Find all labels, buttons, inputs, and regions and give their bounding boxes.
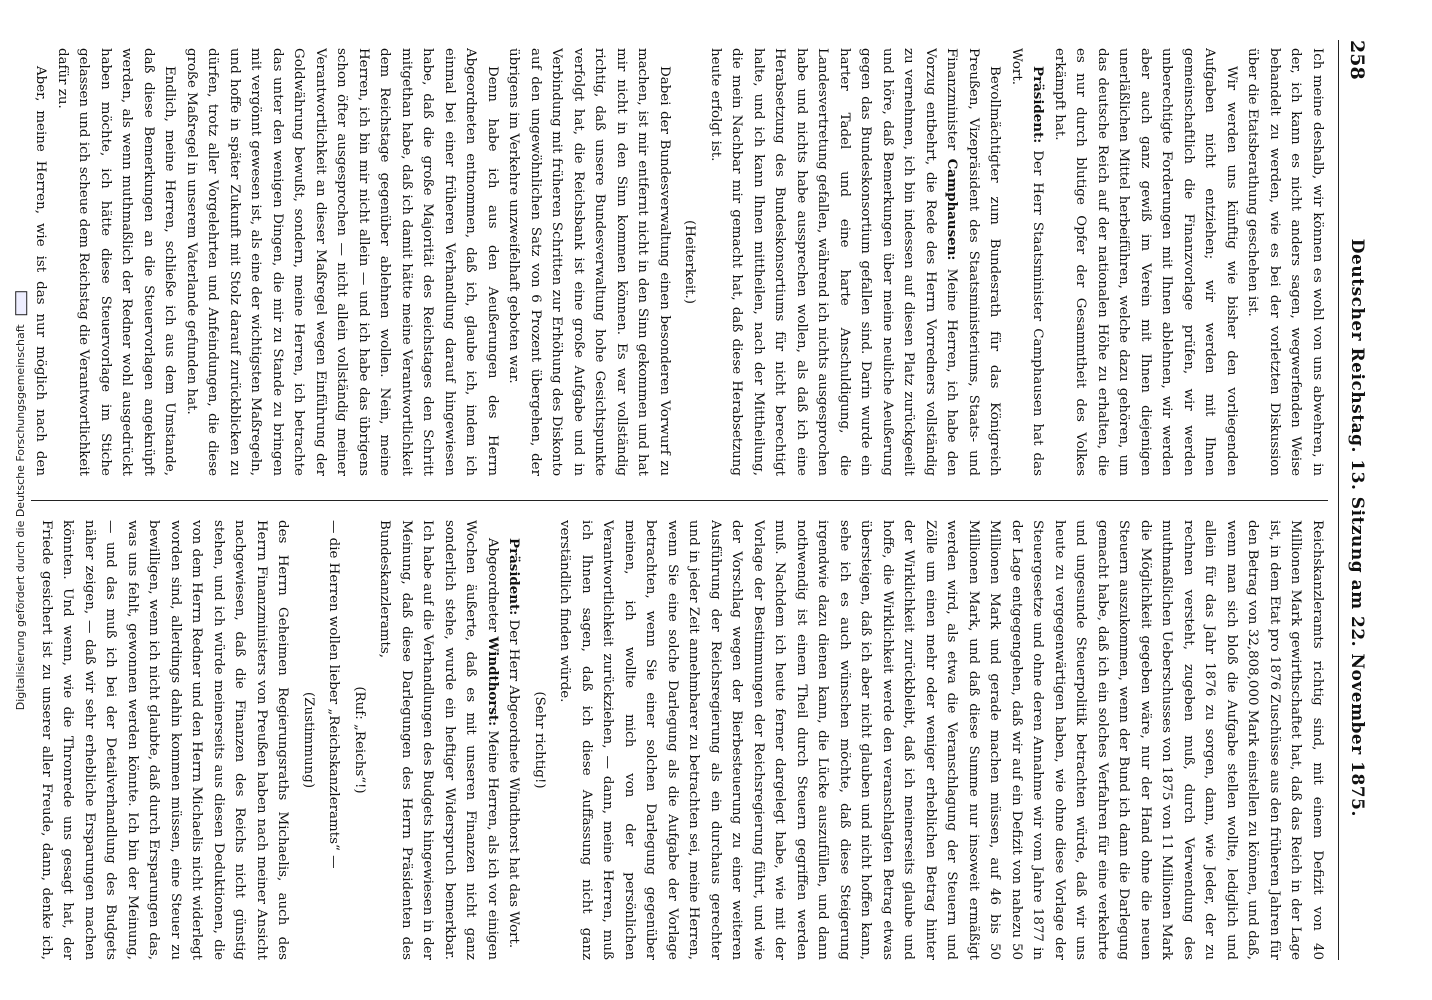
speaker-name: Camphausen:	[944, 158, 961, 261]
paragraph: Ich meine deshalb, wir können es wohl von uns abwehren, in der, ich kann es nicht anders sagen, wegwerfenden Weise behandelt zu werden, wie es bei der vorletzten Diskussion über die Etatsberathung geschehen ist.	[1245, 48, 1325, 476]
paragraph: Wir werden uns künftig wie bisher den vorliegenden Aufgaben nicht entziehen; wir werden mit Ihnen gemeinschaftlich die Finanzvorlage prüfen, wir werden unberechtigte Forderungen mit Ihnen ablehnen, wir werden aber auch ganz gewiß im Verein mit Ihnen diejenigen unerläßlichen Mittel herbeiführen, welche dazu gehören, um das deutsche Reich auf der nationalen Höhe zu erhalten, die es nur durch blutige Opfer der Gesammtheit des Volkes erkämpft hat.	[1052, 48, 1239, 476]
paragraph: Aber, meine Herren, wie ist das nur möglich nach den	[33, 66, 49, 476]
left-column	[31, 48, 1328, 476]
paragraph: des Herrn Geheimen Regierungsraths Michaelis, auch des Herrn Finanzministers von Preußen haben nach meiner Ansicht nachgewiesen, daß die Finanzen des Reichs nicht günstig stehen, und ich würde meinerseits aus diesen Deduktionen, die von dem Herrn Redner und den Herrn Michaelis nicht widerlegt worden sind, allerdings dahin kommen müssen, eine Steuer zu bewilligen, wenn ich nicht glaubte, daß durch Ersparungen das, was uns fehlt, gewonnen werden könnte. Ich bin der Meinung, — und das muß ich bei der Detailverhandlung des Budgets näher zeigen, — daß wir sehr erhebliche Ersparungen machen könnten. Und wenn, wie die Thronrede uns gesagt hat, der Friede gesichert ist zu unserer aller Freude, dann, denke ich,	[39, 520, 291, 960]
speech-text: Meine Herren, als ich vor einigen Wochen äußerte, daß es mit unseren Finanzen nicht ganz sonderlich stehe, wurde ein heftiger Widerspruch bemerkbar. Ich habe auf die Verhandlungen des Budgets hingewiesen in der Meinung, daß diese Darlegungen des Herrn Präsidenten des Bundeskanzleramts,	[377, 520, 500, 960]
speaker-intro: Abgeordneter	[485, 538, 500, 633]
speech-text: Meine Herren, ich habe den Vorzug entbehrt, die Rede des Herrn Vorredners vollständig zu vernehmen, ich bin indessen auf diesen Platz zurückgeeilt und höre, daß Bemerkungen über meine neuliche Aeußerung gegen das Bundeskonsortium gefallen sind. Darin wurde ein harter Tadel und eine harte Anschuldigung, die Landesvertretung gefallen, während ich nichts ausgesprochen habe und nichts habe aussprechen wollen, als daß ich eine Herabsetzung des Bundeskonsortiums für nicht berechtigt halte, und ich kann Ihnen mittheilen, nach der Mittheilung, die mein Nachbar mir gemacht hat, daß diese Herabsetzung heute erfolgt ist.	[708, 48, 960, 476]
page-number: 258	[1346, 40, 1368, 80]
scanned-page	[16, 10, 1416, 990]
paragraph	[374, 520, 503, 960]
interjection: (Heiterkeit.)	[682, 220, 698, 304]
header-rule	[1338, 40, 1339, 960]
interjection: (Ruf: „Reichs“!)	[352, 686, 367, 794]
paragraph	[1006, 48, 1049, 476]
paragraph: Endlich, meine Herren, schließe ich aus dem Umstande, daß diese Bemerkungen an die Steuervorlagen angeknüpft werden, als wenn muthmaßlich der Redner wohl ausgedrückt haben möchte, ich hätte diese Steuervorlage im Stiche gelassen und ich scheue dem Reichstag die Verantwortlichkeit dafür zu.	[55, 48, 178, 476]
paragraph: — die Herren wollen lieber „Reichskanzleramts“ —	[326, 520, 342, 869]
digitization-footer	[8, 0, 34, 1000]
speaker-label: Präsident:	[1030, 66, 1047, 144]
paragraph: Dabei der Bundesverwaltung einen besonderen Vorwurf zu machen, ist mir entfernt nicht in den Sinn gekommen und hat mir nicht in den Sinn kommen können. Es war vollständig richtig, daß unsere Bundesverwaltung hohe Gesichtspunkte verfolgt hat, die Reichsbank ist eine große Aufgabe und in Verbindung mit früheren Schritten zur Erhöhung des Diskonto auf den ungewöhnlichen Satz von 6 Prozent übergehen, der übrigens im Verkehre unzweifelhaft geboten war.	[506, 48, 672, 476]
footer-text: Digitalisierung gefördert durch die Deutsche Forschungsgemeinschaft	[14, 323, 28, 710]
paragraph: Denn habe ich aus den Aeußerungen des Herrn Abgeordneten entnommen, daß ich, glaube ich, indem ich einmal bei einer früheren Verhandlung darauf hingewiesen habe, daß die große Majorität des Reichstages den Schritt mitgethan habe, daß ich damit hätte meine Verantwortlichkeit dem Reichstage gegenüber ablehnen wollen. Nein, meine Herren, ich bin mir nicht allein — und ich habe das übrigens schon öfter ausgesprochen — nicht allein vollständig meiner Verantwortlichkeit an dieser Maßregel wegen Einführung der Goldwährung bewußt, sondern, meine Herren, ich betrachte das unter den wenigen Dingen, die mir zu Stande zu bringen mit vergönnt gewesen ist, als eine der wichtigsten Maßregeln, und hoffe in später Zukunft mit Stolz darauf zurückblicken zu dürfen, trotz aller Vorgelehrten und Anfeindungen, die diese große Maßregel in unserem Vaterlande gefunden hat.	[184, 48, 500, 476]
speaker-intro: Bevollmächtigter zum Bundesrath für das Königreich Preußen, Vizepräsident des Staatsministeriums, Staats- und Finanzminister	[944, 48, 1003, 476]
speaker-name: Windthorst:	[485, 636, 501, 727]
running-title: Deutscher Reichstag. 13. Sitzung am 22. November 1875.	[1347, 238, 1367, 817]
paragraph	[705, 48, 1006, 476]
column-divider	[31, 500, 1328, 501]
speaker-label: Präsident:	[506, 538, 523, 616]
speech-text: Der Herr Staatsminister Camphausen hat das Wort.	[1009, 48, 1046, 476]
dfg-logo-icon	[16, 290, 28, 314]
interjection: (Sehr richtig!)	[532, 691, 547, 789]
paragraph: Reichskanzleramts richtig sind, mit einem Defizit von 40 Millionen Mark gewirthschaftet hat, daß das Reich in der Lage ist, in dem Etat pro 1876 Zuschüsse aus den früheren Jahren für den Betrag von 32,808,000 Mark einstellen zu können, und daß, wenn man sich bloß die Aufgabe stellen wollte, lediglich und allein für das Jahr 1876 zu sorgen, dann, wie Jeder, der zu rechnen versteht, zugeben muß, durch Verwendung des muthmaßlichen Ueberschusses von 1875 von 11 Millionen Mark die Möglichkeit gegeben wäre, nur der Hand ohne die neuen Steuern auszukommen, wenn der Bund ich dann die Darlegung gemacht habe, daß ich ein solches Verfahren für eine verkehrte und ungesunde Steuerpolitik betrachten würde, daß wir uns heute zu vergegenwärtigen haben, wie ohne diese Vorlage der Steuergesetze und ohne deren Annahme wir vom Jahre 1877 in der Lage entgegengehen, daß wir auf ein Defizit von nahezu 50 Millionen Mark und gerade machen müssen, auf 46 bis 50 Millionen Mark, und daß diese Summe nur insoweit ermäßigt werden wird, als etwa die Veranschlagung der Steuern und Zölle um einen mehr oder weniger erheblichen Betrag hinter der Wirklichkeit zurückbleibt, daß ich meinerseits glaube und hoffe, die Wirklichkeit werde den veranschlagten Betrag etwas übersteigen, daß ich aber nicht glauben und nicht hoffen kann, sehe ich es auch wünschen möchte, daß diese Steigerung irgendwie dazu dienen kann, die Lücke auszufüllen, und dann nothwendig ist einem Theil durch Steuern gegriffen werden muß. Nachdem ich heute ferner dargelegt habe, wie mit der Vorlage der Bestimmungen der Reichsregierung führt, und wie der Vorschlag wegen der Bierbesteuerung zu einer weiteren Ausführung der Reichsregierung als ein durchaus gerechter und in jeder Zeit annehmbarer zu betrachten sei, meine Herren, wenn Sie eine solche Darlegung als die Aufgabe der Vorlage betrachten, wenn Sie einer solchen Darlegung gegenüber meinen, ich wollte mich von der persönlichen Verantwortlichkeit zurückziehen, — dann, meine Herren, muß ich Ihnen sagen, daß ich diese Auffassung nicht ganz verständlich finden würde.	[557, 520, 1325, 960]
footer-line	[15, 290, 28, 709]
speech-text: Der Herr Abgeordnete Windthorst hat das Wort.	[506, 619, 522, 949]
right-column	[31, 520, 1328, 960]
page-header	[1344, 40, 1370, 960]
interjection: (Zustimmung)	[301, 691, 316, 789]
paragraph	[503, 520, 525, 960]
